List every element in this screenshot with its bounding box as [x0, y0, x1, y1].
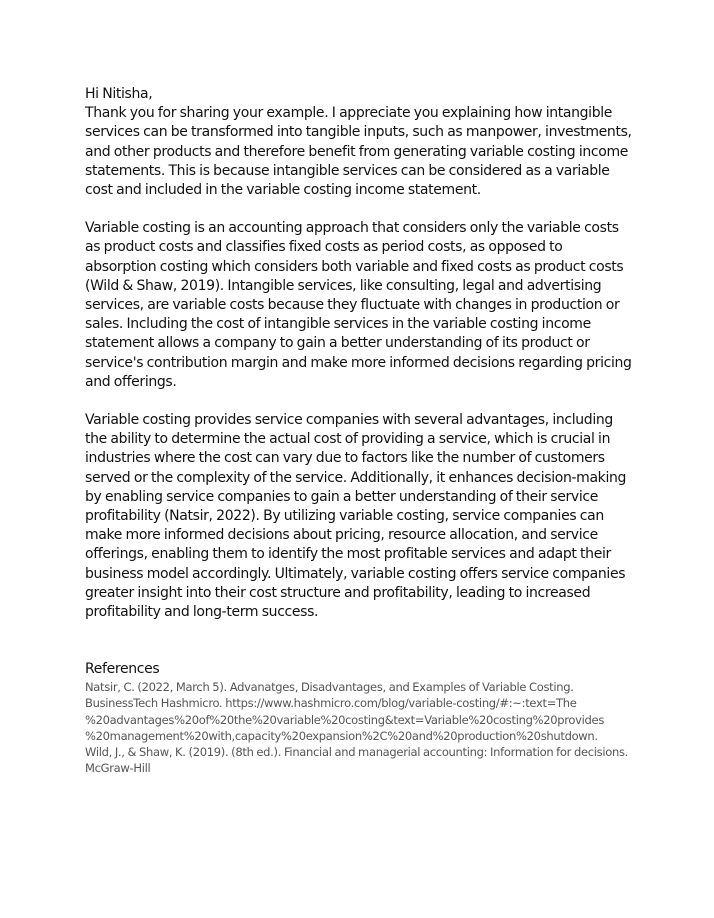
reference-line: McGraw-Hill — [85, 761, 151, 776]
reference-line: BusinessTech Hashmicro. https://www.hashmicro.com/blog/variable-costing/#:~:text=The — [85, 696, 577, 711]
paragraph-variable-costing-definition: Variable costing is an accounting approach that considers only the variable costs as product costs and classifies fixed costs as period costs, as opposed to absorption costing which considers both variable and fixed costs as product costs (Wild & Shaw, 2019). Intangible services, like consulting, legal and advertising services, are variable costs because they fluctuate with changes in production or sales. Including the cost of intangible services in the variable costing income statement allows a company to gain a better understanding of its product or service's contribution margin and make more informed decisions regarding pricing and offerings. — [85, 220, 632, 390]
reference-line: Wild, J., & Shaw, K. (2019). (8th ed.). Financial and managerial accounting: Information for decisions. — [85, 745, 628, 760]
paragraph-variable-costing-advantages: Variable costing provides service companies with several advantages, including the ability to determine the actual cost of providing a service, which is crucial in industries where the cost can vary due to factors like the number of customers served or the complexity of the service. Additionally, it enhances decision-making by enabling service companies to gain a better understanding of their service profitability (Natsir, 2022). By utilizing variable costing, service companies can make more informed decisions about pricing, resource allocation, and service offerings, enabling them to identify the most profitable services and adapt their business model accordingly. Ultimately, variable costing offers service companies greater insight into their cost structure and profitability, leading to increased profitability and long-term success. — [85, 412, 627, 621]
reference-line: %20advantages%20of%20the%20variable%20costing&text=Variable%20costing%20provides — [85, 712, 605, 727]
reference-line: Natsir, C. (2022, March 5). Advanatges, Disadvantages, and Examples of Variable Costing. — [85, 680, 574, 695]
reference-line: %20management%20with,capacity%20expansion%2C%20and%20production%20shutdown. — [85, 728, 598, 743]
paragraph-thanks: Thank you for sharing your example. I appreciate you explaining how intangible services can be transformed into tangible inputs, such as manpower, investments, and other products and therefore benefit from generating variable costing income statements. This is because intangible services can be considered as a variable cost and included in the variable costing income statement. — [85, 105, 632, 199]
document-page — [85, 85, 633, 777]
references-heading: References — [85, 661, 160, 678]
references-list — [85, 679, 633, 776]
greeting: Hi Nitisha, — [85, 86, 153, 102]
